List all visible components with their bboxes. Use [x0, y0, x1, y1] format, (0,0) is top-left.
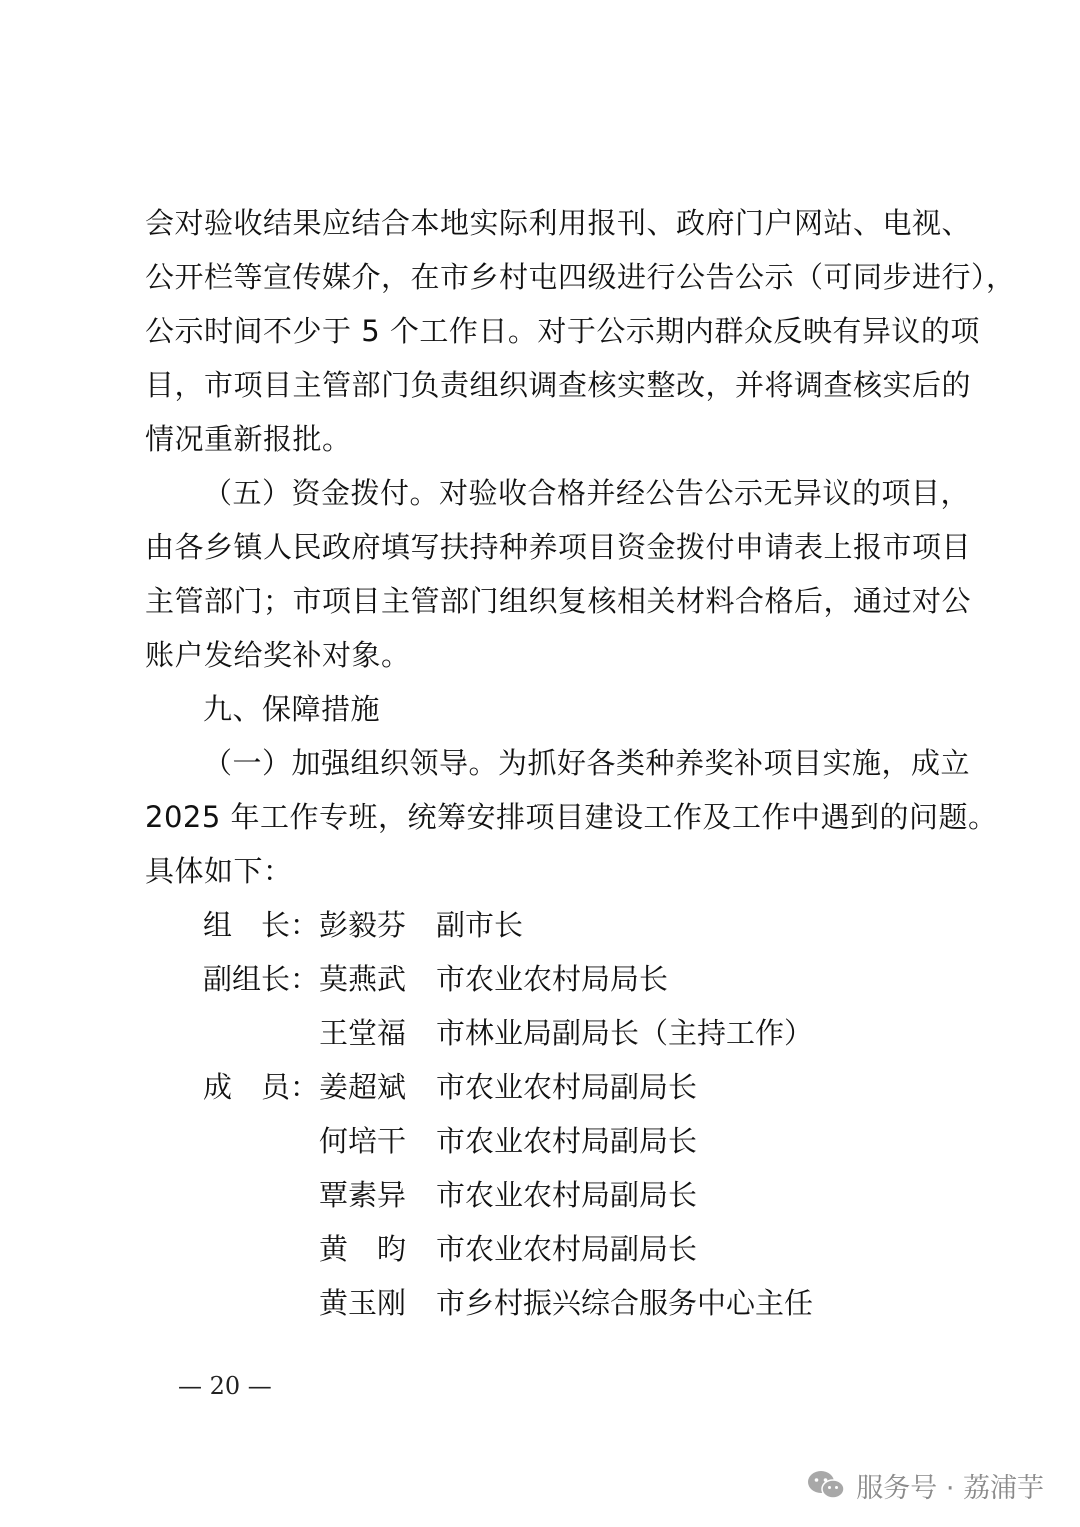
- member-title: 市农业农村局副局长: [436, 1070, 698, 1104]
- member-name: 黄 昀: [319, 1232, 407, 1266]
- text-line: 九、保障措施: [203, 692, 381, 726]
- member-title: 市农业农村局副局长: [436, 1178, 698, 1212]
- member-role: 成 员：: [203, 1070, 320, 1104]
- section-heading: [145, 682, 965, 736]
- text-line: 账户发给奖补对象。: [145, 638, 411, 672]
- member-title: 市林业局副局长（主持工作）: [436, 1016, 814, 1050]
- member-name: 彭毅芬: [319, 908, 407, 942]
- member-name: 姜超斌: [319, 1070, 407, 1104]
- member-name: 覃素异: [319, 1178, 407, 1212]
- paragraph-publicity: [145, 196, 1016, 466]
- member-name: 黄玉刚: [319, 1286, 407, 1320]
- text-line: 具体如下：: [145, 854, 293, 888]
- member-title: 副市长: [436, 908, 524, 942]
- member-title: 市乡村振兴综合服务中心主任: [436, 1286, 814, 1320]
- page-number: — 20 —: [178, 1372, 272, 1400]
- member-name: 王堂福: [319, 1016, 407, 1050]
- text-line: 2025 年工作专班，统筹安排项目建设工作及工作中遇到的问题。: [145, 800, 998, 834]
- text-line: 公开栏等宣传媒介，在市乡村屯四级进行公告公示（可同步进行），: [145, 260, 1016, 294]
- member-role: 组 长：: [203, 908, 320, 942]
- member-name: 何培干: [319, 1124, 407, 1158]
- watermark: [806, 1460, 1044, 1510]
- member-title: 市农业农村局副局长: [436, 1124, 698, 1158]
- paragraph-fund-disbursement: [145, 466, 972, 682]
- text-line: （一）加强组织领导。为抓好各类种养奖补项目实施，成立: [203, 746, 971, 780]
- text-line: 公示时间不少于 5 个工作日。对于公示期内群众反映有异议的项: [145, 314, 980, 348]
- member-title: 市农业农村局副局长: [436, 1232, 698, 1266]
- watermark-text: 服务号 · 荔浦芋: [856, 1472, 1044, 1504]
- member-name: 莫燕武: [319, 962, 407, 996]
- text-line: 由各乡镇人民政府填写扶持种养项目资金拨付申请表上报市项目: [145, 530, 972, 564]
- member-role: 副组长：: [203, 962, 320, 996]
- text-line: 会对验收结果应结合本地实际利用报刊、政府门户网站、电视、: [145, 206, 972, 240]
- text-line: （五）资金拨付。对验收合格并经公告公示无异议的项目，: [203, 476, 971, 510]
- member-title: 市农业农村局局长: [436, 962, 669, 996]
- text-line: 主管部门；市项目主管部门组织复核相关材料合格后，通过对公: [145, 584, 972, 618]
- text-line: 目，市项目主管部门负责组织调查核实整改，并将调查核实后的: [145, 368, 972, 402]
- wechat-icon: [806, 1468, 846, 1502]
- paragraph-organization: [145, 736, 998, 898]
- text-line: 情况重新报批。: [145, 422, 352, 456]
